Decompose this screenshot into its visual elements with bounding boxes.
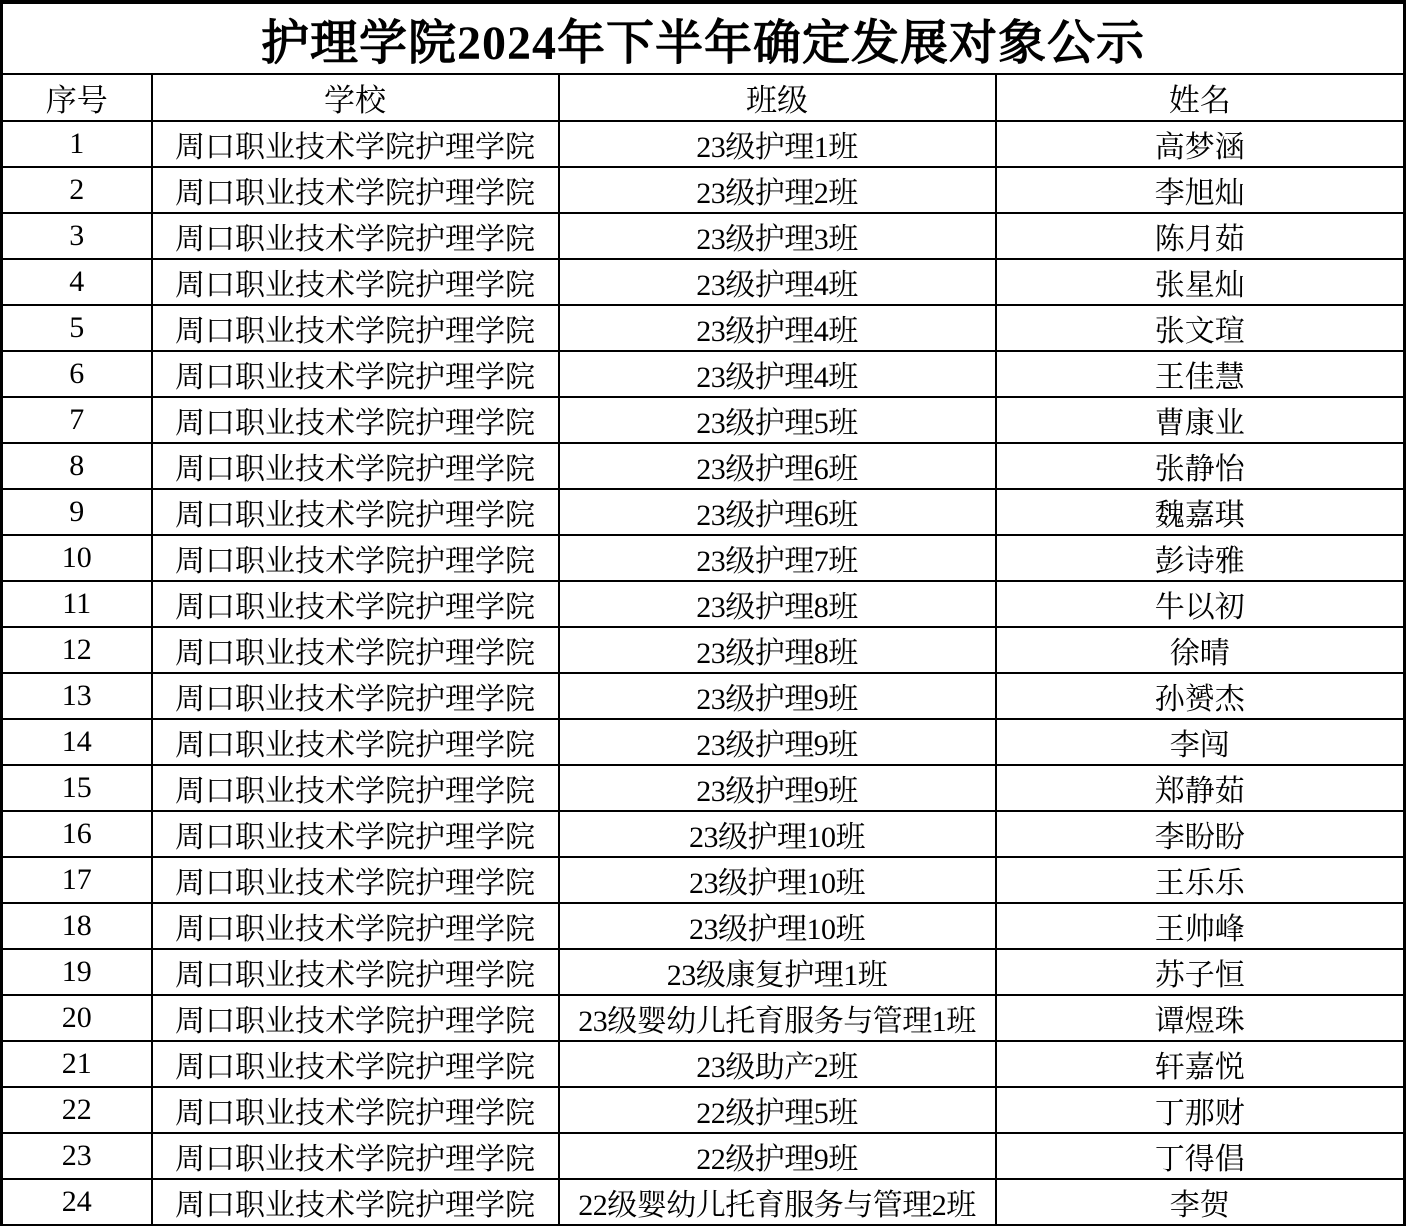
cell-name: 李旭灿 [996, 167, 1405, 213]
column-header-school: 学校 [152, 74, 559, 121]
cell-school: 周口职业技术学院护理学院 [152, 259, 559, 305]
cell-school: 周口职业技术学院护理学院 [152, 765, 559, 811]
cell-no: 2 [2, 167, 152, 213]
cell-name: 陈月茹 [996, 213, 1405, 259]
cell-no: 3 [2, 213, 152, 259]
cell-name: 郑静茹 [996, 765, 1405, 811]
cell-name: 轩嘉悦 [996, 1041, 1405, 1087]
cell-name: 苏子恒 [996, 949, 1405, 995]
cell-name: 曹康业 [996, 397, 1405, 443]
cell-no: 1 [2, 121, 152, 167]
table-row [2, 259, 1405, 305]
cell-school: 周口职业技术学院护理学院 [152, 1087, 559, 1133]
cell-no: 9 [2, 489, 152, 535]
cell-class: 23级护理4班 [559, 351, 996, 397]
table-row [2, 167, 1405, 213]
cell-no: 11 [2, 581, 152, 627]
column-header-class: 班级 [559, 74, 996, 121]
cell-no: 20 [2, 995, 152, 1041]
cell-school: 周口职业技术学院护理学院 [152, 857, 559, 903]
table-row [2, 765, 1405, 811]
cell-name: 高梦涵 [996, 121, 1405, 167]
table-row [2, 903, 1405, 949]
cell-name: 张静怡 [996, 443, 1405, 489]
cell-no: 21 [2, 1041, 152, 1087]
cell-school: 周口职业技术学院护理学院 [152, 443, 559, 489]
cell-school: 周口职业技术学院护理学院 [152, 995, 559, 1041]
cell-no: 17 [2, 857, 152, 903]
cell-school: 周口职业技术学院护理学院 [152, 305, 559, 351]
table-header-row [2, 74, 1405, 121]
table-row [2, 397, 1405, 443]
cell-school: 周口职业技术学院护理学院 [152, 1041, 559, 1087]
cell-name: 王佳慧 [996, 351, 1405, 397]
cell-name: 谭煜珠 [996, 995, 1405, 1041]
cell-no: 14 [2, 719, 152, 765]
cell-class: 23级护理10班 [559, 811, 996, 857]
cell-no: 18 [2, 903, 152, 949]
cell-no: 12 [2, 627, 152, 673]
cell-class: 22级护理5班 [559, 1087, 996, 1133]
cell-school: 周口职业技术学院护理学院 [152, 535, 559, 581]
cell-class: 23级护理8班 [559, 627, 996, 673]
table-row [2, 443, 1405, 489]
cell-class: 23级护理6班 [559, 489, 996, 535]
table-row [2, 857, 1405, 903]
cell-class: 23级护理4班 [559, 305, 996, 351]
cell-class: 23级护理10班 [559, 903, 996, 949]
cell-school: 周口职业技术学院护理学院 [152, 581, 559, 627]
cell-class: 22级婴幼儿托育服务与管理2班 [559, 1179, 996, 1225]
cell-no: 7 [2, 397, 152, 443]
table-row [2, 121, 1405, 167]
cell-no: 6 [2, 351, 152, 397]
cell-no: 4 [2, 259, 152, 305]
cell-name: 李贺 [996, 1179, 1405, 1225]
cell-no: 16 [2, 811, 152, 857]
table-row [2, 305, 1405, 351]
cell-class: 23级助产2班 [559, 1041, 996, 1087]
cell-name: 王乐乐 [996, 857, 1405, 903]
table-row [2, 627, 1405, 673]
cell-class: 23级护理5班 [559, 397, 996, 443]
cell-school: 周口职业技术学院护理学院 [152, 489, 559, 535]
cell-class: 22级护理9班 [559, 1133, 996, 1179]
title-row [2, 2, 1405, 74]
table-row [2, 1041, 1405, 1087]
cell-school: 周口职业技术学院护理学院 [152, 121, 559, 167]
table-body [2, 121, 1405, 1225]
cell-school: 周口职业技术学院护理学院 [152, 351, 559, 397]
cell-no: 13 [2, 673, 152, 719]
cell-name: 牛以初 [996, 581, 1405, 627]
cell-name: 魏嘉琪 [996, 489, 1405, 535]
cell-name: 李闯 [996, 719, 1405, 765]
cell-school: 周口职业技术学院护理学院 [152, 627, 559, 673]
table-row [2, 351, 1405, 397]
page-title: 护理学院2024年下半年确定发展对象公示 [2, 2, 1405, 74]
cell-name: 丁那财 [996, 1087, 1405, 1133]
table-row [2, 1087, 1405, 1133]
table-row [2, 949, 1405, 995]
table-row [2, 1133, 1405, 1179]
cell-name: 彭诗雅 [996, 535, 1405, 581]
cell-no: 5 [2, 305, 152, 351]
cell-school: 周口职业技术学院护理学院 [152, 397, 559, 443]
cell-school: 周口职业技术学院护理学院 [152, 903, 559, 949]
cell-school: 周口职业技术学院护理学院 [152, 1179, 559, 1225]
cell-school: 周口职业技术学院护理学院 [152, 213, 559, 259]
table-row [2, 1179, 1405, 1225]
cell-school: 周口职业技术学院护理学院 [152, 719, 559, 765]
cell-class: 23级护理3班 [559, 213, 996, 259]
cell-class: 23级康复护理1班 [559, 949, 996, 995]
table-row [2, 995, 1405, 1041]
cell-school: 周口职业技术学院护理学院 [152, 949, 559, 995]
cell-no: 10 [2, 535, 152, 581]
cell-class: 23级护理2班 [559, 167, 996, 213]
cell-name: 徐晴 [996, 627, 1405, 673]
cell-name: 张星灿 [996, 259, 1405, 305]
table-row [2, 489, 1405, 535]
cell-name: 李盼盼 [996, 811, 1405, 857]
cell-no: 8 [2, 443, 152, 489]
cell-class: 23级护理1班 [559, 121, 996, 167]
cell-name: 张文瑄 [996, 305, 1405, 351]
cell-school: 周口职业技术学院护理学院 [152, 167, 559, 213]
table-row [2, 673, 1405, 719]
cell-class: 23级护理4班 [559, 259, 996, 305]
column-header-name: 姓名 [996, 74, 1405, 121]
table-row [2, 535, 1405, 581]
cell-name: 丁得倡 [996, 1133, 1405, 1179]
cell-school: 周口职业技术学院护理学院 [152, 673, 559, 719]
cell-no: 19 [2, 949, 152, 995]
table-row [2, 719, 1405, 765]
table-row [2, 213, 1405, 259]
column-header-no: 序号 [2, 74, 152, 121]
cell-school: 周口职业技术学院护理学院 [152, 811, 559, 857]
cell-no: 15 [2, 765, 152, 811]
cell-no: 24 [2, 1179, 152, 1225]
cell-class: 23级护理6班 [559, 443, 996, 489]
cell-class: 23级护理9班 [559, 719, 996, 765]
cell-no: 23 [2, 1133, 152, 1179]
cell-class: 23级护理8班 [559, 581, 996, 627]
cell-class: 23级婴幼儿托育服务与管理1班 [559, 995, 996, 1041]
cell-name: 王帅峰 [996, 903, 1405, 949]
cell-class: 23级护理10班 [559, 857, 996, 903]
cell-class: 23级护理9班 [559, 765, 996, 811]
table-row [2, 581, 1405, 627]
cell-class: 23级护理9班 [559, 673, 996, 719]
cell-name: 孙赟杰 [996, 673, 1405, 719]
cell-class: 23级护理7班 [559, 535, 996, 581]
cell-school: 周口职业技术学院护理学院 [152, 1133, 559, 1179]
table-row [2, 811, 1405, 857]
cell-no: 22 [2, 1087, 152, 1133]
